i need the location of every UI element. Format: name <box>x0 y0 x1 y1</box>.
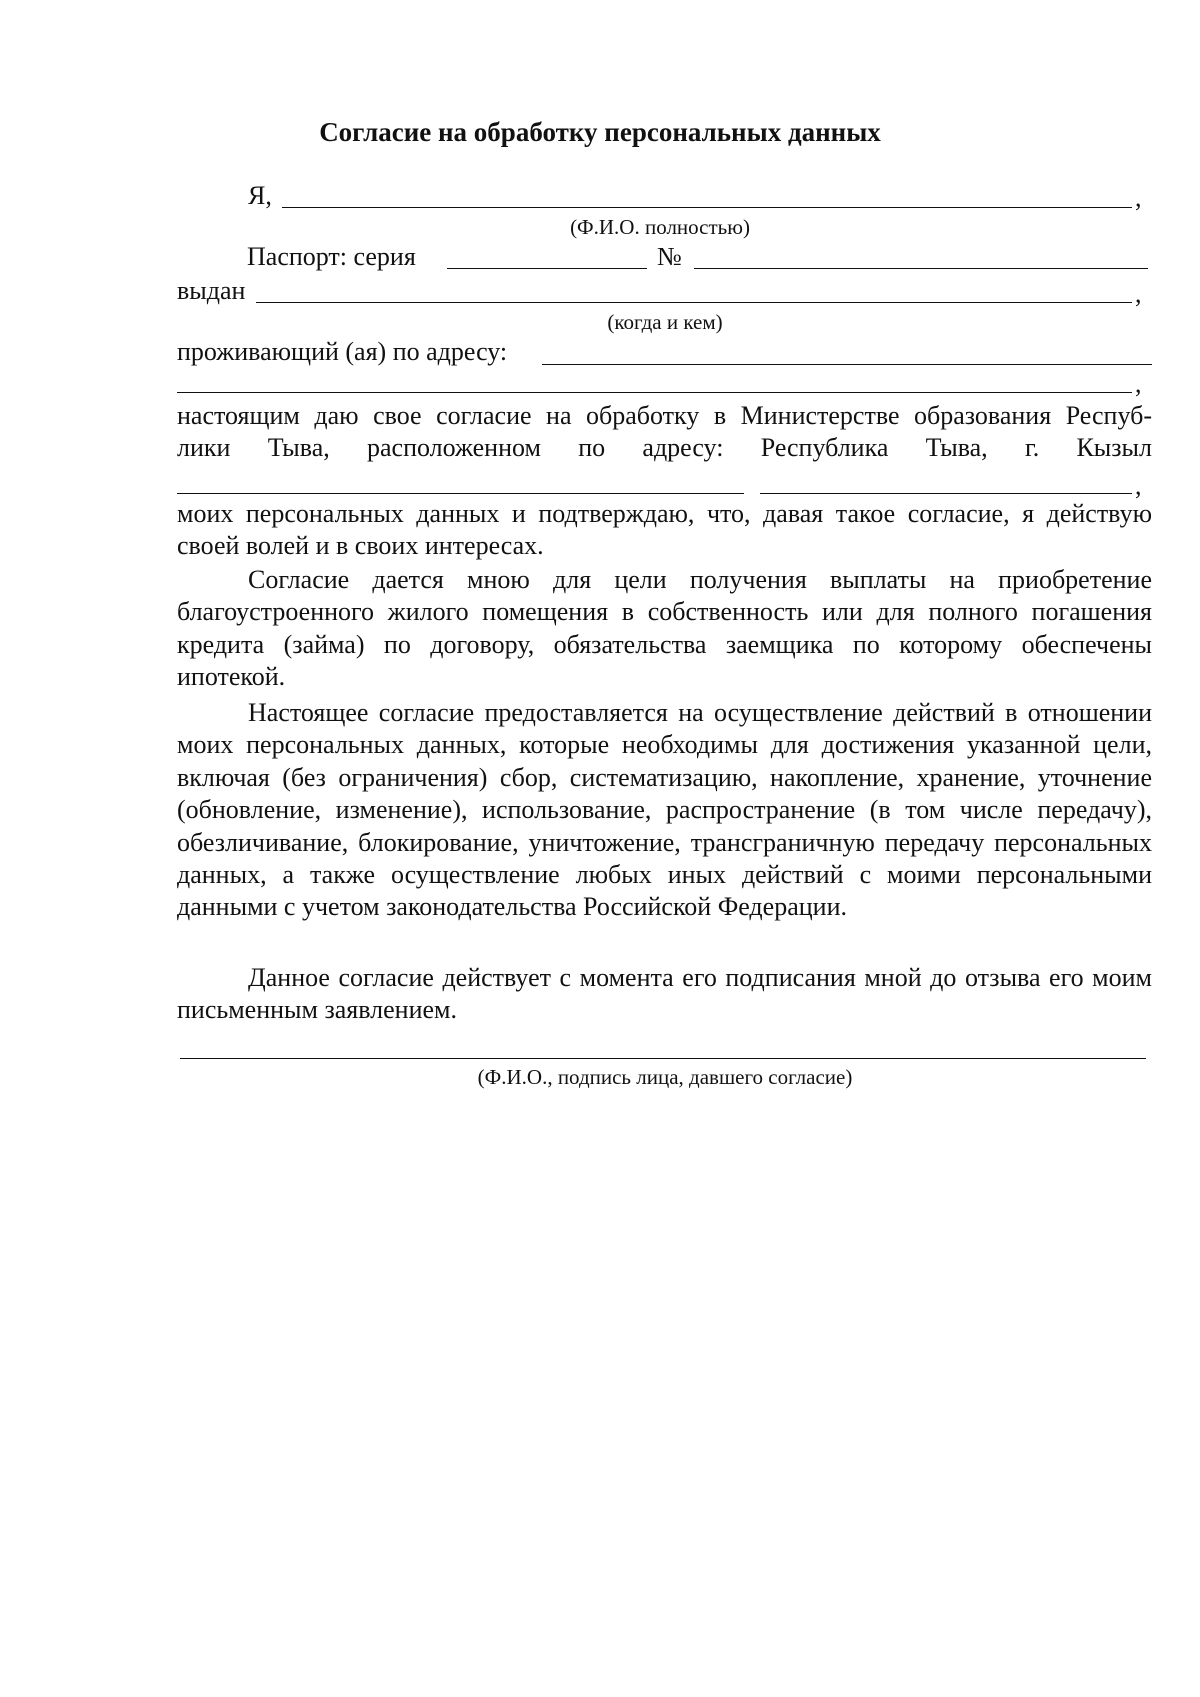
kyzyl-address-comma: , <box>1135 471 1142 500</box>
address-comma: , <box>1135 369 1142 398</box>
document-title: Согласие на обработку персональных данных <box>319 117 881 147</box>
passport-series-field[interactable] <box>447 268 647 269</box>
address-field[interactable] <box>542 364 1152 365</box>
address-field-line-2[interactable] <box>177 392 1132 393</box>
paragraph-validity: Данное согласие действует с момента его подписания мной до отзыва его моим письменным заявлением. <box>177 963 1152 1025</box>
passport-number-sign: № <box>657 242 682 271</box>
kyzyl-address-field-2[interactable] <box>760 493 1132 494</box>
address-label: проживающий (ая) по адресу: <box>177 337 508 366</box>
full-name-comma: , <box>1135 183 1142 212</box>
signature-caption: (Ф.И.О., подпись лица, давшего согласие) <box>477 1065 853 1089</box>
paragraph-consent-statement: моих персональных данных и подтверждаю, что, давая такое согласие, я действую своей волей и в своих интересах. <box>177 499 1152 561</box>
ya-label: Я, <box>248 181 272 210</box>
paragraph-actions: Настоящее согласие предоставляется на осуществление действий в отношении моих персональных данных, которые необходимы для достижения указанной цели, включая (без ограничения) сбор, систематизацию, накопление, хранение, уточнение (обновление, изменение), использование, распространение (в том числе передачу), обезличивание, блокирование, уничтожение, трансграничную передачу персональных данных, а также осуществление любых иных действий с моими персональными данными с учетом законодательства Российской Федерации. <box>177 698 1152 922</box>
issued-label: выдан <box>177 276 246 305</box>
consent-line-2: лики Тыва, расположенном по адресу: Республика Тыва, г. Кызыл <box>177 433 1152 462</box>
passport-series-label: Паспорт: серия <box>247 242 416 271</box>
kyzyl-address-field[interactable] <box>177 493 744 494</box>
passport-number-field[interactable] <box>694 268 1148 269</box>
full-name-field[interactable] <box>282 207 1132 208</box>
paragraph-purpose: Согласие дается мною для цели получения выплаты на приобретение благоустроенного жилого помещения в собственность или для полного погашения кредита (займа) по договору, обязательства заемщика по которому обеспечены ипотекой. <box>177 565 1152 692</box>
issued-caption: (когда и кем) <box>607 310 723 334</box>
issued-field[interactable] <box>256 302 1132 303</box>
issued-comma: , <box>1135 279 1142 308</box>
full-name-caption: (Ф.И.О. полностью) <box>570 215 750 239</box>
consent-line-1: настоящим даю свое согласие на обработку в Министерстве образования Респуб- <box>177 401 1152 430</box>
signature-field[interactable] <box>180 1058 1146 1059</box>
